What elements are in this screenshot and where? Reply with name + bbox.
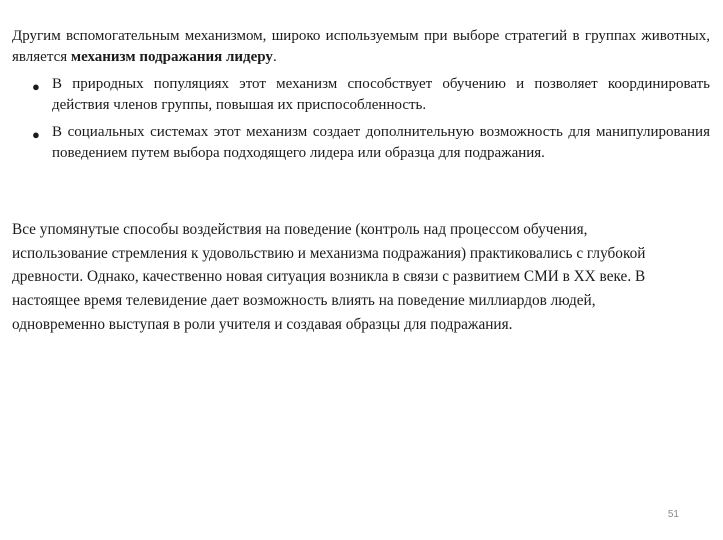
bullet-text: В природных популяциях этот механизм способствует обучению и позволяет координировать действия членов группы, повышая их приспособленность. bbox=[52, 76, 710, 113]
bullet-dot-icon: ● bbox=[32, 127, 40, 142]
bullet-item bbox=[12, 74, 710, 116]
page-number: 51 bbox=[667, 509, 679, 520]
second-paragraph: Все упомянутые способы воздействия на поведение (контроль над процессом обучения, использование стремления к удовольствию и механизма подражания) практиковались с глубокой древности. Однако, качественно новая ситуация возникла в связи с развитием СМИ в XX веке. В настоящее время телевидение дает возможность влиять на поведение миллиардов людей, одновременно выступая в роли учителя и создавая образцы для подражания. bbox=[12, 221, 646, 333]
bullet-text: В социальных системах этот механизм создает дополнительную возможность для манипулирования поведением путем выбора подходящего лидера или образца для подражания. bbox=[52, 124, 710, 161]
intro-text-end: . bbox=[272, 49, 277, 65]
intro-bold-term: механизм подражания лидеру bbox=[70, 49, 273, 65]
bullet-list bbox=[12, 74, 710, 170]
intro-paragraph bbox=[12, 26, 710, 68]
bullet-dot-icon: ● bbox=[32, 79, 40, 94]
intro-text-start: Другим вспомогательным механизмом, широко используемым при выборе стратегий в группах животных, является bbox=[12, 28, 710, 65]
bullet-item bbox=[12, 122, 710, 164]
